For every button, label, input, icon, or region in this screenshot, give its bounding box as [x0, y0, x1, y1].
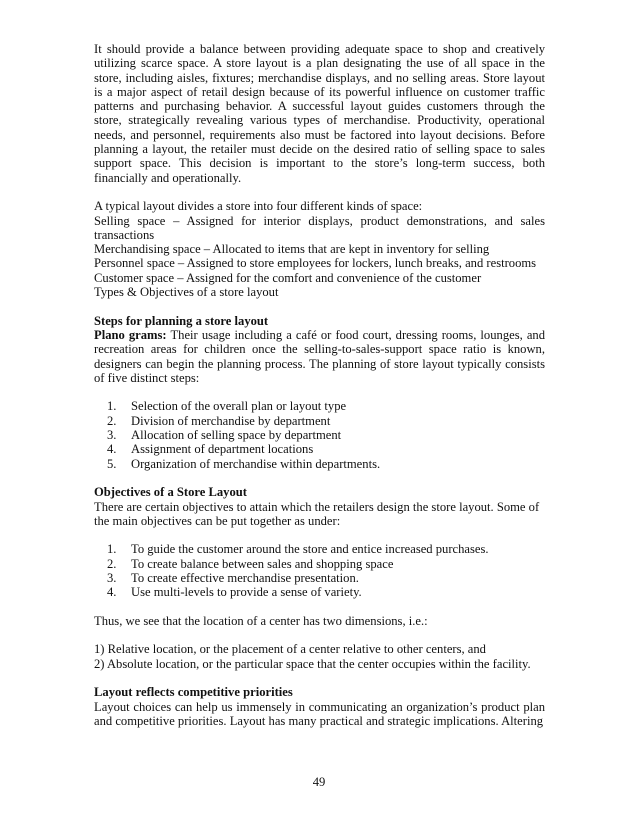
- list-item: [94, 542, 545, 556]
- customer-space-line: Customer space – Assigned for the comfort and convenience of the customer: [94, 270, 482, 285]
- intro-paragraph: It should provide a balance between providing adequate space to shop and creatively utilizing scarce space. A store layout is a plan designating the use of all space in the store, including aisles, fixtures; merchandise displays, and no selling areas. Store layout is a major aspect of retail design because of its powerful influence on customer traffic patterns and purchasing behavior. A successful layout guides customers through the store, strategically revealing various types of merchandise. Productivity, operational needs, and personnel, requirements also must be factored into layout decisions. Before planning a layout, the retailer must decide on the desired ratio of selling space to sales support space. This decision is important to the store’s long-term success, both financially and operationally.: [94, 42, 545, 185]
- location-intro-line: Thus, we see that the location of a center has two dimensions, i.e.:: [94, 613, 428, 628]
- plano-grams-label: Plano grams:: [94, 327, 167, 342]
- list-item: [94, 399, 545, 413]
- list-item-text: Organization of merchandise within departments.: [131, 456, 381, 471]
- steps-heading: Steps for planning a store layout: [94, 313, 269, 328]
- priorities-paragraph: Layout choices can help us immensely in communicating an organization’s product plan and competitive priorities. Layout has many practical and strategic implications. Altering: [94, 699, 545, 728]
- list-item-number: 4.: [107, 585, 117, 600]
- personnel-space-line: Personnel space – Assigned to store employees for lockers, lunch breaks, and restrooms: [94, 256, 537, 271]
- list-item-text: Division of merchandise by department: [131, 413, 331, 428]
- list-item-number: 3.: [107, 570, 117, 585]
- list-item: [94, 585, 545, 599]
- objectives-intro-paragraph: There are certain objectives to attain which the retailers design the store layout. Some of the main objectives can be put together as under:: [94, 499, 540, 528]
- list-item-text: Use multi-levels to provide a sense of variety.: [131, 585, 362, 600]
- objectives-heading: Objectives of a Store Layout: [94, 485, 247, 500]
- selling-space-line: Selling space – Assigned for interior displays, product demonstrations, and sales transactions: [94, 213, 545, 242]
- priorities-heading: Layout reflects competitive priorities: [94, 685, 293, 700]
- objectives-list: [94, 542, 545, 599]
- list-item: [94, 428, 545, 442]
- relative-location-line: 1) Relative location, or the placement of a center relative to other centers, and: [94, 642, 486, 657]
- list-item-number: 5.: [107, 456, 117, 471]
- list-item-number: 1.: [107, 399, 117, 414]
- types-objectives-line: Types & Objectives of a store layout: [94, 285, 279, 300]
- merchandising-space-line: Merchandising space – Allocated to items that are kept in inventory for selling: [94, 242, 490, 257]
- plano-grams-paragraph: [94, 328, 545, 385]
- list-item: [94, 414, 545, 428]
- list-item: [94, 457, 545, 471]
- list-item-text: To create balance between sales and shopping space: [131, 556, 394, 571]
- plano-grams-text: Their usage including a café or food court, dressing rooms, lounges, and recreation areas for children once the selling-to-sales-support space ratio is known, designers can begin the planning process. The planning of store layout typically consists of five distinct steps:: [94, 327, 545, 385]
- list-item-text: Assignment of department locations: [131, 442, 314, 457]
- steps-list: [94, 399, 545, 470]
- list-item-text: Selection of the overall plan or layout type: [131, 399, 347, 414]
- list-item: [94, 557, 545, 571]
- typical-layout-line: A typical layout divides a store into four different kinds of space:: [94, 199, 423, 214]
- list-item-text: To create effective merchandise presentation.: [131, 570, 359, 585]
- list-item-number: 1.: [107, 542, 117, 557]
- page-number: 49: [312, 775, 326, 789]
- list-item-number: 4.: [107, 442, 117, 457]
- list-item-text: To guide the customer around the store and entice increased purchases.: [131, 542, 489, 557]
- list-item-number: 3.: [107, 428, 117, 443]
- document-page: [94, 42, 545, 728]
- list-item-number: 2.: [107, 413, 117, 428]
- absolute-location-line: 2) Absolute location, or the particular space that the center occupies within the facility.: [94, 656, 531, 671]
- list-item-text: Allocation of selling space by department: [131, 428, 342, 443]
- list-item: [94, 571, 545, 585]
- list-item-number: 2.: [107, 556, 117, 571]
- list-item: [94, 442, 545, 456]
